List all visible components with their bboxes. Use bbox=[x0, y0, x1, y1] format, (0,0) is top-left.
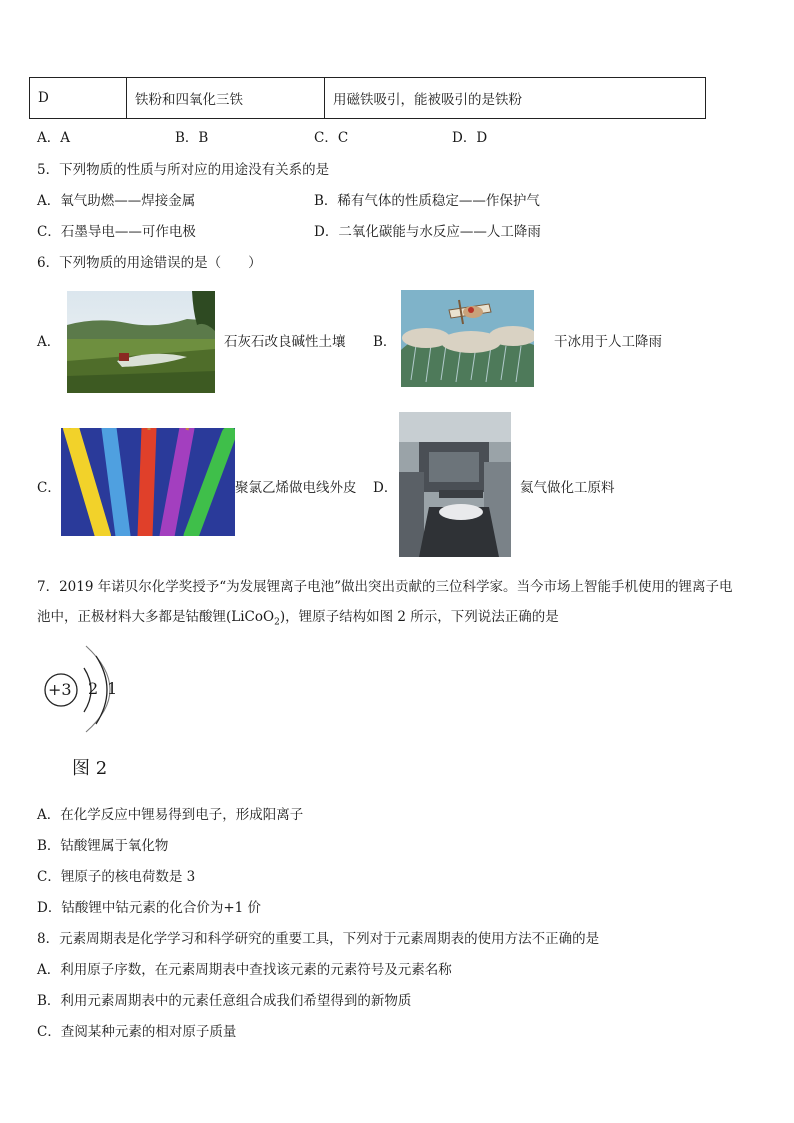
pvc-wires-photo bbox=[61, 428, 235, 536]
table-cell-label: D bbox=[30, 78, 127, 119]
q5-option-d: D．二氧化碳能与水反应——人工降雨 bbox=[314, 224, 541, 240]
q6-option-d-text: 氦气做化工原料 bbox=[520, 480, 615, 496]
q8-option-c: C．查阅某种元素的相对原子质量 bbox=[37, 1024, 237, 1040]
q4-option-c: C．C bbox=[314, 130, 349, 146]
table-cell-substances: 铁粉和四氧化三铁 bbox=[127, 78, 325, 119]
table-cell-method: 用磁铁吸引，能被吸引的是铁粉 bbox=[325, 78, 706, 119]
atom-shell-2-count: 1 bbox=[107, 679, 118, 698]
q7-stem-line1: 7．2019 年诺贝尔化学奖授予“为发展锂离子电池”做出突出贡献的三位科学家。当今市场上智能手机使用的锂离子电 bbox=[37, 579, 733, 595]
q5-option-a: A．氧气助燃——焊接金属 bbox=[37, 193, 196, 209]
q8-option-a: A．利用原子序数，在元素周期表中查找该元素的元素符号及元素名称 bbox=[37, 962, 452, 978]
dry-ice-rain-plane-picture bbox=[401, 290, 534, 387]
atom-shell-1-count: 2 bbox=[88, 679, 99, 698]
answer-table bbox=[29, 77, 706, 119]
q6-option-d-letter: D． bbox=[373, 480, 398, 496]
q6-option-a-text: 石灰石改良碱性土壤 bbox=[224, 334, 346, 350]
q7-option-b: B．钴酸锂属于氧化物 bbox=[37, 838, 169, 854]
q7-option-c: C．锂原子的核电荷数是 3 bbox=[37, 869, 196, 885]
q8-stem: 8．元素周期表是化学学习和科学研究的重要工具，下列对于元素周期表的使用方法不正确的是 bbox=[37, 931, 600, 947]
q5-option-c: C．石墨导电——可作电极 bbox=[37, 224, 196, 240]
atom-nucleus-charge: +3 bbox=[48, 680, 72, 699]
q5-option-b: B．稀有气体的性质稳定——作保护气 bbox=[314, 193, 540, 209]
q8-option-b: B．利用元素周期表中的元素任意组合成我们希望得到的新物质 bbox=[37, 993, 412, 1009]
factory-machine-photo bbox=[399, 412, 511, 557]
q6-stem: 6．下列物质的用途错误的是（ ） bbox=[37, 255, 262, 271]
q7-option-a: A．在化学反应中锂易得到电子，形成阳离子 bbox=[37, 807, 304, 823]
lithium-atom-structure-diagram bbox=[40, 642, 130, 734]
q6-option-a-letter: A． bbox=[37, 334, 61, 350]
q5-stem: 5．下列物质的性质与所对应的用途没有关系的是 bbox=[37, 162, 330, 178]
q7-formula-subscript: 2 bbox=[274, 617, 280, 628]
q7-stem-line2-text-b: )，锂原子结构如图 2 所示，下列说法正确的是 bbox=[279, 609, 559, 625]
q4-option-d: D．D bbox=[452, 130, 488, 146]
q7-option-d: D．钴酸锂中钴元素的化合价为+1 价 bbox=[37, 900, 262, 916]
q6-option-b-text: 干冰用于人工降雨 bbox=[554, 334, 662, 350]
limestone-field-photo bbox=[67, 291, 215, 393]
q4-option-a: A．A bbox=[37, 130, 70, 146]
q7-stem-line2 bbox=[37, 605, 559, 628]
q6-option-c-letter: C． bbox=[37, 480, 61, 496]
q7-stem-line2-text-a: 池中，正极材料大多都是钴酸锂(LiCoO bbox=[37, 609, 275, 625]
q4-option-b: B．B bbox=[175, 130, 209, 146]
figure-caption: 图 2 bbox=[72, 758, 108, 779]
q6-option-b-letter: B． bbox=[373, 334, 397, 350]
table-row bbox=[30, 78, 706, 119]
q6-option-c-text: 聚氯乙烯做电线外皮 bbox=[235, 480, 357, 496]
